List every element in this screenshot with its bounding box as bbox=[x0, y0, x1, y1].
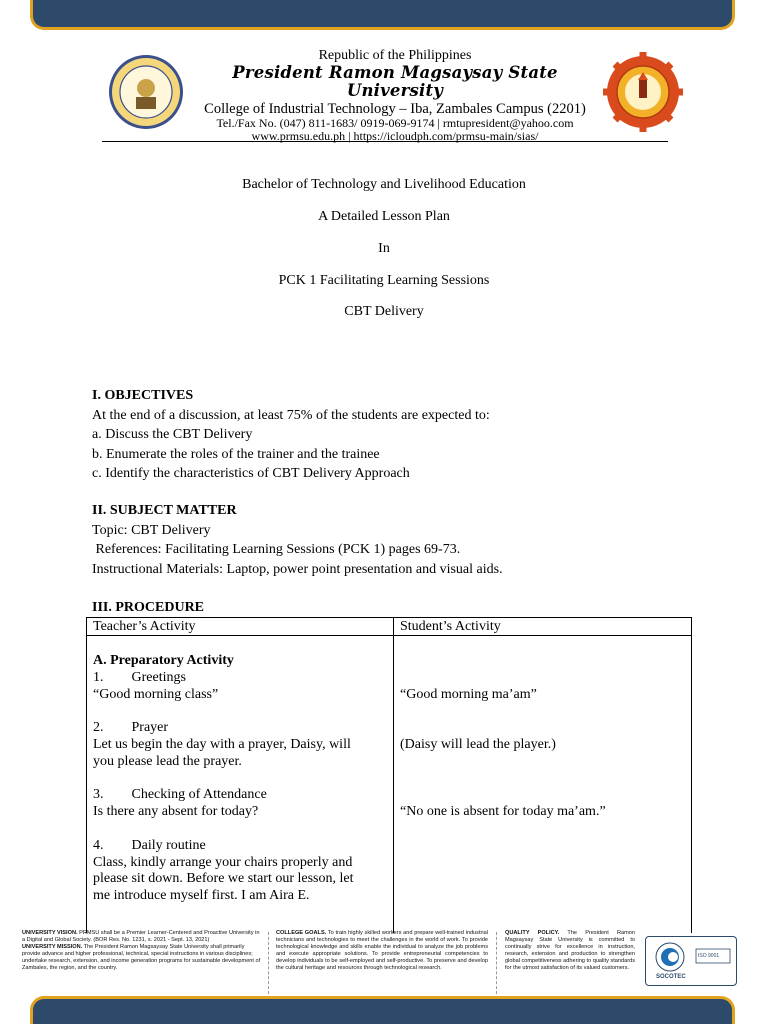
plan-title: A Detailed Lesson Plan bbox=[318, 209, 450, 224]
step-label: Greetings bbox=[131, 669, 186, 685]
in-text: In bbox=[378, 241, 390, 256]
teacher-line: Is there any absent for today? bbox=[93, 804, 259, 820]
objective-item: b. Enumerate the roles of the trainer and the trainee bbox=[92, 446, 380, 462]
policy-text: The President Ramon Magsaysay State University is committed to continually strive for excellence in instruction, research, extension and production to strengthen global competitiveness adhering to quality standards for the utmost satisfaction of its valued customers. bbox=[505, 930, 635, 971]
cert-name: SOCOTEC bbox=[656, 974, 686, 980]
college-seal-logo bbox=[603, 52, 683, 132]
subject-matter-section bbox=[92, 501, 503, 579]
course-title: PCK 1 Facilitating Learning Sessions bbox=[278, 273, 490, 288]
objectives-section bbox=[92, 386, 490, 484]
step-label: Daily routine bbox=[131, 837, 206, 853]
preparatory-heading: A. Preparatory Activity bbox=[93, 653, 234, 668]
iso-certification-badge bbox=[645, 936, 737, 986]
teacher-line: Class, kindly arrange your chairs properly and bbox=[93, 854, 353, 870]
student-activity-header: Student’s Activity bbox=[394, 618, 692, 636]
subject-topic: Topic: CBT Delivery bbox=[92, 522, 211, 538]
web-line: www.prmsu.edu.ph | https://icloudph.com/prmsu-main/sias/ bbox=[251, 129, 539, 144]
teacher-line: please sit down. Before we start our lesson, let bbox=[93, 871, 354, 887]
mission-text: The President Ramon Magsaysay State University shall primarily provide advance and higher professional, technical, special instructions in various disciplines; undertake research, extension, and income generation programs for sustainable development of Zambales, the region, and the country. bbox=[22, 944, 261, 971]
student-line: “Good morning ma’am” bbox=[400, 686, 537, 702]
teacher-line: me introduce myself first. I am Aira E. bbox=[93, 888, 310, 904]
program-title: Bachelor of Technology and Livelihood Education bbox=[242, 177, 526, 192]
objectives-intro: At the end of a discussion, at least 75% of the students are expected to: bbox=[92, 407, 490, 423]
step-number: 2. bbox=[93, 720, 104, 736]
topic-title: CBT Delivery bbox=[344, 304, 424, 319]
top-banner bbox=[30, 0, 735, 30]
procedure-heading-wrap bbox=[92, 598, 204, 618]
cert-iso: ISO 9001 bbox=[698, 953, 720, 959]
teacher-line: “Good morning class” bbox=[93, 686, 219, 702]
vision-label: UNIVERSITY VISION. bbox=[22, 930, 78, 936]
table-header-row bbox=[87, 618, 692, 636]
student-column bbox=[394, 636, 692, 934]
student-line: “No one is absent for today ma’am.” bbox=[400, 804, 606, 820]
teacher-line: you please lead the prayer. bbox=[93, 753, 242, 769]
bottom-banner bbox=[30, 996, 735, 1024]
step-number: 1. bbox=[93, 669, 104, 685]
college-name: College of Industrial Technology – Iba, Zambales Campus (2201) bbox=[204, 100, 586, 117]
republic-line: Republic of the Philippines bbox=[318, 48, 472, 63]
teacher-line: Let us begin the day with a prayer, Daisy, will bbox=[93, 736, 351, 752]
vision-text: PRMSU shall be a Premier Learner-Centered and Proactive University in a Digital and Global Society. (BOR Res. No. 1231, s. 2021 - Sept. 13, 2021) bbox=[22, 930, 260, 943]
teacher-activity-header: Teacher’s Activity bbox=[87, 618, 394, 636]
procedure-heading: III. PROCEDURE bbox=[92, 600, 205, 615]
header-rule bbox=[102, 141, 668, 142]
subject-materials: Instructional Materials: Laptop, power point presentation and visual aids. bbox=[92, 561, 503, 577]
university-name: President Ramon Magsaysay State University bbox=[232, 62, 558, 101]
table-row bbox=[87, 636, 692, 934]
step-label: Checking of Attendance bbox=[131, 787, 267, 803]
step-title bbox=[93, 838, 387, 855]
footer-goals bbox=[276, 930, 488, 972]
footer-policy bbox=[505, 930, 635, 972]
teacher-column bbox=[87, 636, 394, 934]
footer-vision-mission bbox=[22, 930, 262, 972]
procedure-table bbox=[86, 617, 692, 933]
subject-references: References: Facilitating Learning Sessions (PCK 1) pages 69-73. bbox=[92, 542, 461, 557]
step-title bbox=[93, 720, 387, 737]
step-label: Prayer bbox=[131, 720, 169, 736]
objective-item: a. Discuss the CBT Delivery bbox=[92, 427, 253, 442]
objective-item: c. Identify the characteristics of CBT Delivery Approach bbox=[92, 466, 410, 481]
prmsu-seal-logo bbox=[108, 54, 184, 130]
student-line: (Daisy will lead the player.) bbox=[400, 736, 556, 752]
footer-divider bbox=[268, 932, 269, 994]
step-number: 4. bbox=[93, 837, 104, 853]
subject-matter-heading: II. SUBJECT MATTER bbox=[92, 503, 237, 518]
policy-label: QUALITY POLICY. bbox=[505, 930, 560, 936]
mission-label: UNIVERSITY MISSION. bbox=[22, 944, 83, 950]
contact-line: Tel./Fax No. (047) 811-1683/ 0919-069-9174 | rmtupresident@yahoo.com bbox=[216, 115, 574, 130]
footer-divider bbox=[496, 932, 497, 994]
goals-text: To train highly skilled workers and prepare well-trained industrial technicians and technologies to meet the challenges in the world of work. To provide technological knowledge and skills enable the individual to analyze the job problems and execute appropriate solutions. To provide entrepreneurial competencies to develop individuals to be self-employed and self-productive. To preserve and develop the cultural heritage and resources through technological research. bbox=[276, 930, 488, 971]
letterhead bbox=[0, 48, 768, 144]
step-title bbox=[93, 787, 387, 804]
objectives-heading: I. OBJECTIVES bbox=[92, 388, 194, 403]
step-title bbox=[93, 670, 387, 687]
step-number: 3. bbox=[93, 787, 104, 803]
goals-label: COLLEGE GOALS. bbox=[276, 930, 327, 936]
